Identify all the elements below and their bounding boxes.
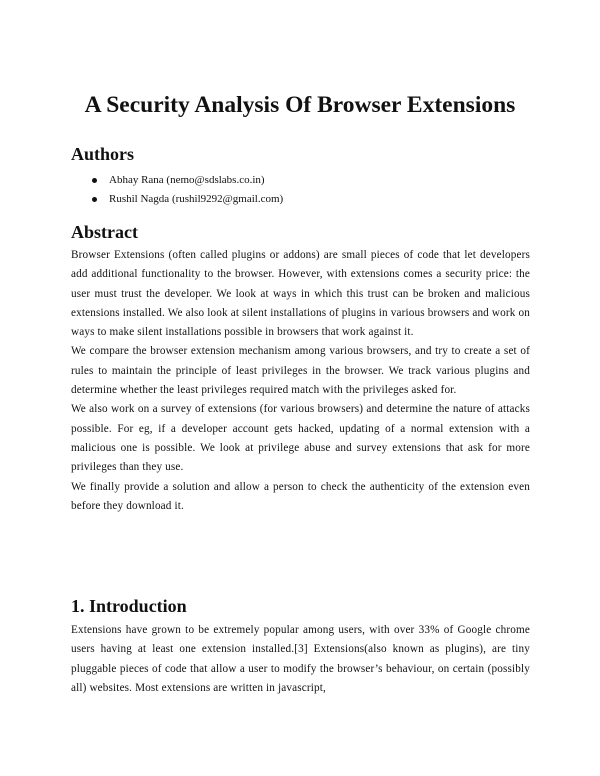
introduction-heading: 1. Introduction <box>71 596 187 616</box>
author-item <box>92 171 283 190</box>
abstract-paragraph: We also work on a survey of extensions (for various browsers) and determine the nature of attacks possible. For eg, if a developer account gets hacked, updating of a normal extension with a malicious one is possible. We look at privilege abuse and survey extensions that ask for more privileges than they use. <box>71 403 530 474</box>
abstract-body <box>71 246 530 516</box>
authors-heading: Authors <box>71 144 135 164</box>
bullet-icon <box>92 178 97 183</box>
author-item <box>92 190 283 209</box>
abstract-paragraph: We compare the browser extension mechanism among various browsers, and try to create a set of rules to maintain the principle of least privileges in the browser. We track various plugins and determine whether the least privileges required match with the privileges asked for. <box>71 345 530 397</box>
abstract-paragraph: We finally provide a solution and allow a person to check the authenticity of the extension even before they download it. <box>71 480 530 512</box>
abstract-heading: Abstract <box>71 222 138 242</box>
authors-list <box>92 171 283 209</box>
author-name: Abhay Rana (nemo@sdslabs.co.in) <box>109 174 265 186</box>
author-name: Rushil Nagda (rushil9292@gmail.com) <box>109 193 284 205</box>
introduction-paragraph: Extensions have grown to be extremely popular among users, with over 33% of Google chrome users having at least one extension installed.[3] Extensions(also known as plugins), are tiny pluggable pieces of code that allow a user to modify the browser’s behaviour, on certain (possibly all) websites. Most extensions are written in javascript, <box>71 624 530 694</box>
introduction-body <box>71 621 530 698</box>
bullet-icon <box>92 197 97 202</box>
abstract-paragraph: Browser Extensions (often called plugins or addons) are small pieces of code that let developers add additional functionality to the browser. However, with extensions comes a security price: the user must trust the developer. We look at ways in which this trust can be broken and malicious extensions installed. We also look at silent installations of plugins in various browsers and work on ways to make silent installations possible in browsers that work against it. <box>71 249 530 339</box>
paper-title: A Security Analysis Of Browser Extensions <box>84 92 516 118</box>
